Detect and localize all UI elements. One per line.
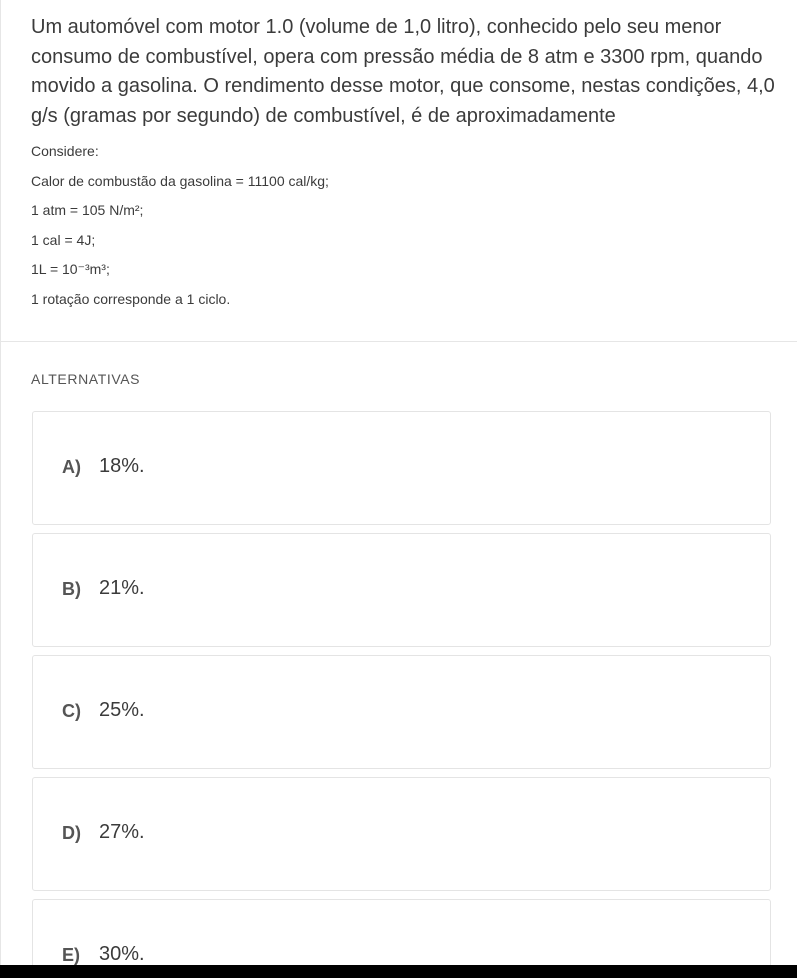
option-letter: D): [62, 823, 81, 843]
option-text: 21%.: [99, 577, 145, 599]
option-text: 25%.: [99, 699, 145, 721]
option-b[interactable]: [32, 533, 771, 647]
question-text: Um automóvel com motor 1.0 (volume de 1,0 litro), conhecido pelo seu menor consumo de combustível, opera com pressão média de 8 atm e 3300 rpm, quando movido a gasolina. O rendimento desse motor, que consome, nestas condições, 4,0 g/s (gramas por segundo) de combustível, é de aproximadamente: [31, 16, 775, 127]
option-d[interactable]: [32, 777, 771, 891]
option-c[interactable]: [32, 655, 771, 769]
option-letter: A): [62, 457, 81, 477]
note-cal-conversion: 1 cal = 4J;: [31, 231, 96, 248]
option-letter: C): [62, 701, 81, 721]
note-liter-conversion: 1L = 10⁻³m³;: [31, 261, 110, 278]
option-text: 30%.: [99, 943, 145, 965]
option-text: 18%.: [99, 455, 145, 477]
option-letter: B): [62, 579, 81, 599]
note-consider: Considere:: [31, 143, 99, 159]
note-rotation-cycle: 1 rotação corresponde a 1 ciclo.: [31, 290, 231, 307]
section-divider: [1, 341, 797, 342]
option-e[interactable]: [32, 899, 771, 965]
alternatives-heading: ALTERNATIVAS: [31, 371, 141, 387]
option-letter: E): [62, 945, 80, 965]
bottom-bar: [0, 965, 797, 978]
option-text: 27%.: [99, 821, 145, 843]
option-a[interactable]: [32, 411, 771, 525]
notes-list: [31, 141, 771, 319]
note-atm-conversion: 1 atm = 105 N/m²;: [31, 202, 144, 219]
note-heat-of-combustion: Calor de combustão da gasolina = 11100 cal/kg;: [31, 172, 329, 189]
